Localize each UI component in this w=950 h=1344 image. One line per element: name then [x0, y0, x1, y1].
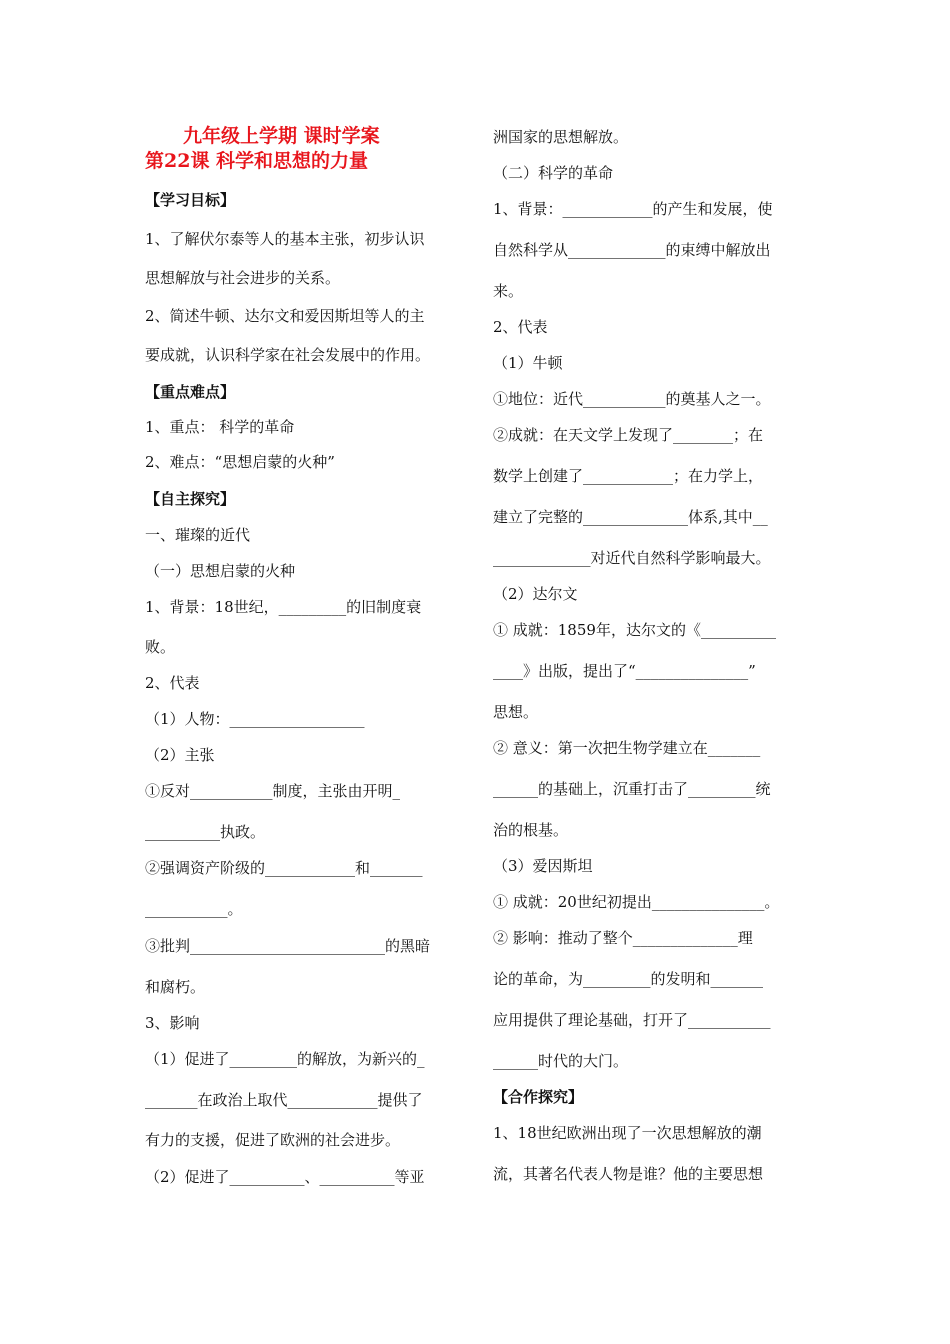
text-line: 思想。: [493, 703, 539, 721]
text-line: （一）思想启蒙的火种: [145, 562, 296, 580]
text-line: （1）促进了_________的解放，为新兴的_: [145, 1050, 425, 1068]
text-line: 2、代表: [145, 674, 200, 692]
text-line: 自然科学从_____________的束缚中解放出: [493, 241, 771, 259]
text-line: ②强调资产阶级的____________和_______: [145, 859, 423, 877]
text-line: （1）人物：__________________: [145, 710, 365, 728]
text-line: 思想解放与社会进步的关系。: [145, 269, 341, 287]
text-line: （二）科学的革命: [493, 164, 614, 182]
page-title: 九年级上学期 课时学案: [183, 125, 380, 147]
text-line: 要成就，认识科学家在社会发展中的作用。: [145, 346, 431, 364]
text-line: 2、难点：“思想启蒙的火种”: [145, 453, 335, 471]
text-line: ______时代的大门。: [493, 1052, 629, 1070]
text-line: ______的基础上，沉重打击了_________统: [493, 780, 771, 798]
text-line: 1、了解伏尔泰等人的基本主张，初步认识: [145, 230, 425, 248]
text-line: 洲国家的思想解放。: [493, 128, 629, 146]
text-line: （2）达尔文: [493, 585, 578, 603]
text-line: ① 成就：1859年，达尔文的《__________: [493, 621, 776, 639]
text-line: ____》出版，提出了“_______________”: [493, 662, 756, 680]
text-line: ①反对___________制度，主张由开明_: [145, 782, 401, 800]
text-line: 1、背景：____________的产生和发展，使: [493, 200, 773, 218]
text-line: 来。: [493, 282, 524, 300]
text-line: ② 意义：第一次把生物学建立在_______: [493, 739, 761, 757]
text-line: _____________对近代自然科学影响最大。: [493, 549, 771, 567]
text-line: 1、重点： 科学的革命: [145, 418, 295, 436]
text-line: （3）爱因斯坦: [493, 857, 593, 875]
text-line: 建立了完整的______________体系,其中__: [493, 508, 768, 526]
text-line: 2、简述牛顿、达尔文和爱因斯坦等人的主: [145, 307, 425, 325]
text-line: 一、璀璨的近代: [145, 526, 251, 544]
text-line: 应用提供了理论基础，打开了___________: [493, 1011, 771, 1029]
text-line: ② 影响：推动了整个______________理: [493, 929, 753, 947]
text-line: 论的革命，为_________的发明和_______: [493, 970, 764, 988]
text-line: 败。: [145, 638, 176, 656]
text-line: （2）促进了__________、__________等亚: [145, 1168, 425, 1186]
section-heading-key-points: 【重点难点】: [145, 383, 236, 401]
text-line: 1、背景：18世纪，_________的旧制度衰: [145, 598, 422, 616]
text-line: 3、影响: [145, 1014, 200, 1032]
text-line: （1）牛顿: [493, 354, 563, 372]
text-line: （2）主张: [145, 746, 215, 764]
text-line: ③批判__________________________的黑暗: [145, 937, 431, 955]
text-line: ___________。: [145, 900, 243, 918]
text-line: 有力的支援，促进了欧洲的社会进步。: [145, 1131, 401, 1149]
text-line: ①地位：近代___________的奠基人之一。: [493, 390, 771, 408]
lesson-title: 第22课 科学和思想的力量: [145, 150, 369, 172]
section-heading-objectives: 【学习目标】: [145, 191, 236, 209]
section-heading-self-study: 【自主探究】: [145, 490, 236, 508]
section-heading-cooperative-study: 【合作探究】: [493, 1088, 584, 1106]
text-line: 2、代表: [493, 318, 548, 336]
text-line: 治的根基。: [493, 821, 569, 839]
text-line: 流，其著名代表人物是谁？他的主要思想: [493, 1165, 764, 1183]
text-line: 数学上创建了____________；在力学上，: [493, 467, 764, 485]
text-line: _______在政治上取代____________提供了: [145, 1091, 423, 1109]
text-line: 和腐朽。: [145, 978, 206, 996]
text-line: ②成就：在天文学上发现了________；在: [493, 426, 764, 444]
text-line: 1、18世纪欧洲出现了一次思想解放的潮: [493, 1124, 762, 1142]
text-line: ① 成就：20世纪初提出_______________。: [493, 893, 780, 911]
text-line: __________执政。: [145, 823, 266, 841]
